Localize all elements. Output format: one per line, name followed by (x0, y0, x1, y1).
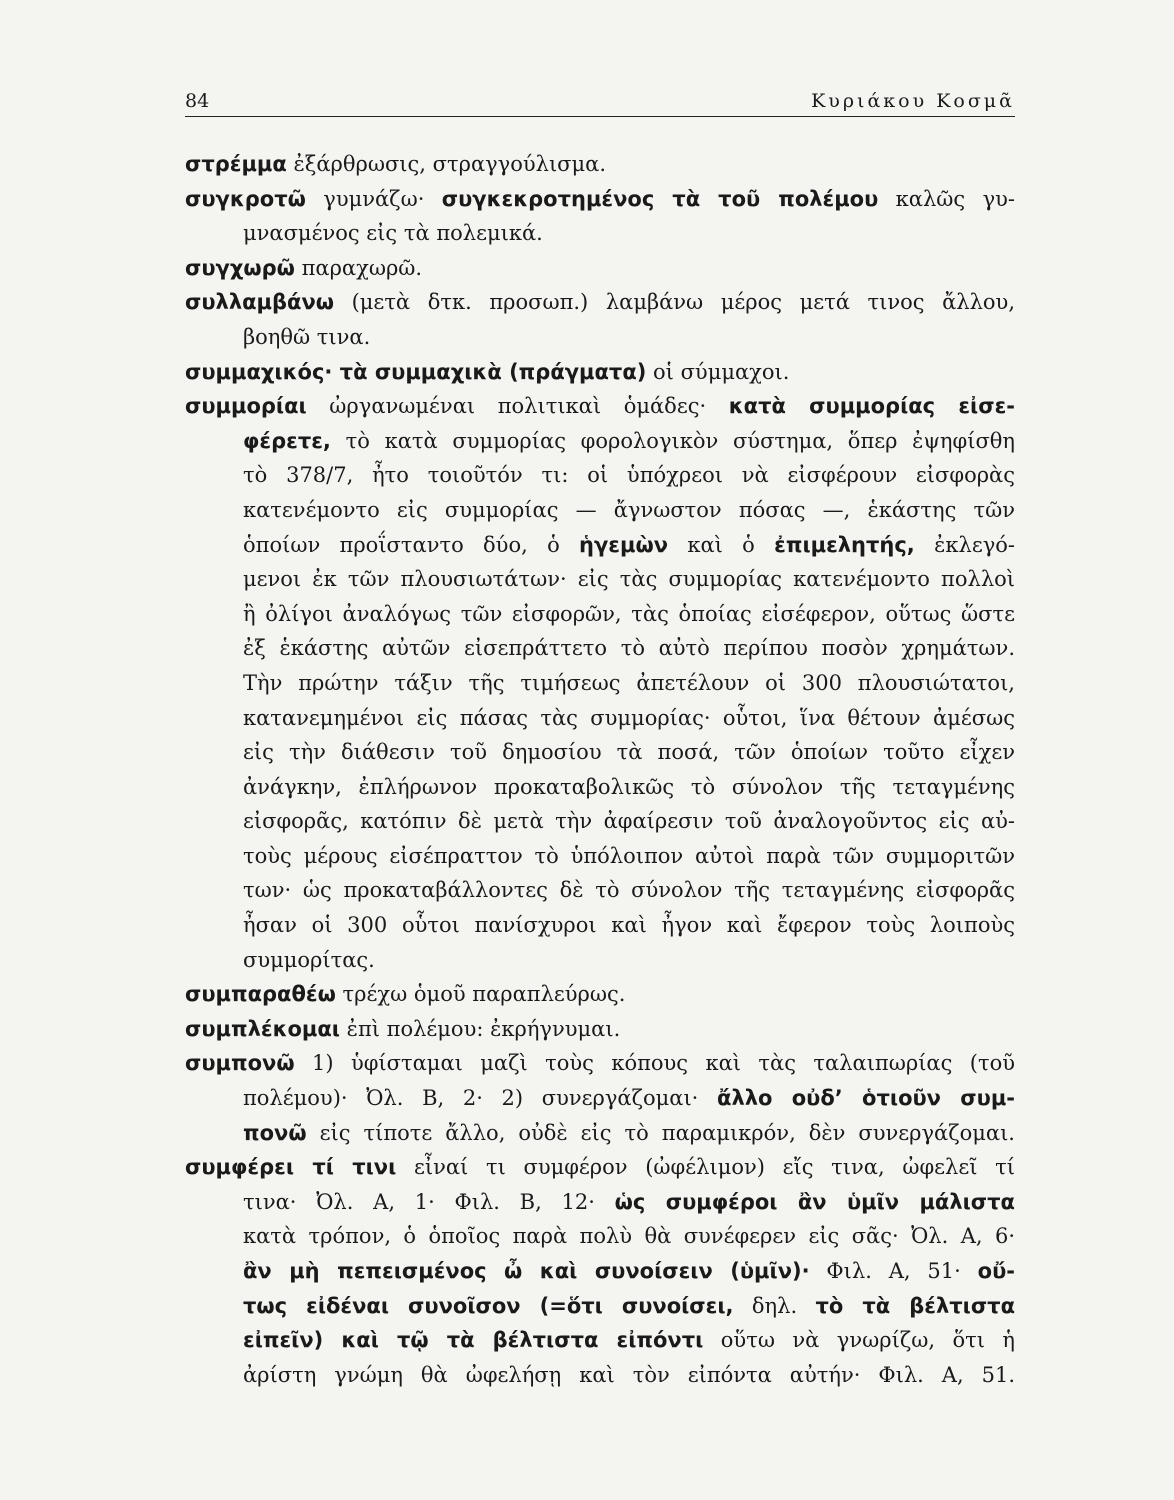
running-header (185, 86, 1015, 117)
text-line (185, 908, 1015, 943)
text-run: μνασμένος εἰς τὰ πολεμικά. (243, 221, 543, 246)
text-run: ἢ ὀλίγοι ἀναλόγως τῶν εἰσφορῶν, τὰς ὁποίας εἰσέφερον, οὕτως ὥστε (243, 601, 1015, 626)
text-line (185, 1254, 1015, 1289)
text-line (185, 216, 1015, 251)
text-run: τρέχω ὁμοῦ παραπλεύρως. (335, 982, 626, 1007)
headword: συμπαραθέω (185, 982, 336, 1007)
headword: πονῶ (243, 1120, 307, 1145)
text-line (185, 977, 1015, 1012)
text-line (185, 147, 1015, 182)
text-line (185, 770, 1015, 805)
text-line (185, 320, 1015, 355)
text-run: κατενέμοντο εἰς συμμορίας — ἄγνωστον πόσας —, ἑκάστης τῶν (243, 497, 1015, 522)
text-run: εἶναί τι συμφέρον (ὠφέλιμον) εἴς τινα, ὠφελεῖ τί (396, 1155, 1015, 1180)
text-run: καλῶς γυ- (878, 186, 1015, 211)
text-run: (μετὰ δτκ. προσωπ.) λαμβάνω μέρος μετά τινος ἄλλου, (334, 290, 1015, 315)
headword: συγκεκροτημένος τὰ τοῦ πολέμου (441, 186, 879, 211)
text-line (185, 1116, 1015, 1151)
text-run: ὠργανωμέναι πολιτικαὶ ὁμάδες· (306, 394, 729, 419)
headword: συλλαμβάνω (185, 290, 335, 315)
headword: συμπλέκομαι (185, 1016, 340, 1041)
text-line (185, 1046, 1015, 1081)
text-line (185, 528, 1015, 563)
text-line (185, 701, 1015, 736)
headword: συμμορίαι (185, 394, 307, 419)
text-line (185, 873, 1015, 908)
headword: κατὰ συμμορίας εἰσε- (728, 394, 1016, 419)
text-run: μενοι ἐκ τῶν πλουσιωτάτων· εἰς τὰς συμμορίας κατενέμοντο πολλοὶ (243, 567, 1015, 592)
text-run: ἦσαν οἱ 300 οὗτοι πανίσχυροι καὶ ἦγον καὶ ἔφερον τοὺς λοιποὺς (243, 913, 1015, 938)
text-run: ἐξάρθρωσις, στραγγούλισμα. (286, 152, 607, 176)
text-line (185, 839, 1015, 874)
text-run: ἐκλεγό- (914, 532, 1015, 557)
text-run: τοὺς μέρους εἰσέπραττον τὸ ὑπόλοιπον αὐτοὶ παρὰ τῶν συμμοριτῶν (243, 843, 1015, 868)
headword: συμπονῶ (185, 1051, 295, 1076)
text-line (185, 1012, 1015, 1047)
text-line (185, 493, 1015, 528)
text-line (185, 458, 1015, 493)
text-run: Τὴν πρώτην τάξιν τῆς τιμήσεως ἀπετέλουν οἱ 300 πλουσιώτατοι, (243, 670, 1015, 695)
text-run: κατανεμημένοι εἰς πάσας τὰς συμμορίας· οὗτοι, ἵνα θέτουν ἀμέσως (243, 705, 1015, 730)
text-run: παραχωρῶ. (294, 255, 423, 280)
headword: φέρετε, (243, 428, 331, 453)
text-line (185, 251, 1015, 286)
text-run: Φιλ. Α, 51· (809, 1259, 978, 1283)
text-run: κατὰ τρόπον, ὁ ὁποῖος παρὰ πολὺ θὰ συνέφερεν εἰς σᾶς· Ὀλ. Α, 6· (243, 1224, 1015, 1249)
headword: στρέμμα (185, 152, 287, 176)
headword: τὸ τὰ βέλτιστα (815, 1293, 1016, 1318)
headword: ἐπιμελητής, (774, 532, 915, 557)
text-run: 1) ὑφίσταμαι μαζὶ τοὺς κόπους καὶ τὰς ταλαιπωρίας (τοῦ (294, 1051, 1015, 1076)
text-line (185, 804, 1015, 839)
headword: ὡς συμφέροι ἂν ὑμῖν μάλιστα (614, 1189, 1015, 1214)
headword: συγκροτῶ (185, 186, 306, 211)
headword: συμμαχικός· τὰ συμμαχικὰ (πράγματα) (185, 359, 647, 384)
text-line (185, 389, 1015, 424)
text-line (185, 1081, 1015, 1116)
text-run: ἀρίστη γνώμη θὰ ὠφελήσῃ καὶ τὸν εἰπόντα αὐτήν· Φιλ. Α, 51. (243, 1362, 1015, 1387)
text-run: εἰς τὴν διάθεσιν τοῦ δημοσίου τὰ ποσά, τῶν ὁποίων τοῦτο εἶχεν (243, 740, 1015, 765)
text-line (185, 597, 1015, 632)
headword: συγχωρῶ (185, 255, 295, 280)
text-line (185, 424, 1015, 459)
text-line (185, 1323, 1015, 1358)
text-line (185, 1289, 1015, 1324)
text-line (185, 355, 1015, 390)
text-line (185, 562, 1015, 597)
text-run: ἀνάγκην, ἐπλήρωνον προκαταβολικῶς τὸ σύνολον τῆς τεταγμένης (243, 774, 1015, 799)
headword: ἄλλο οὐδ’ ὁτιοῦν συμ- (717, 1086, 1015, 1111)
text-run: ἐπὶ πολέμου: ἐκρήγνυμαι. (340, 1016, 621, 1041)
text-run: οἱ σύμμαχοι. (646, 359, 790, 384)
text-line (185, 1150, 1015, 1185)
page-number: 84 (185, 90, 210, 112)
text-run: γυμνάζω· (305, 186, 442, 211)
text-run: εἰσφορᾶς, κατόπιν δὲ μετὰ τὴν ἀφαίρεσιν τοῦ ἀναλογοῦντος εἰς αὐ- (243, 809, 1015, 834)
running-title: Κυριάκου Κοσμᾶ (811, 90, 1015, 112)
text-line (185, 182, 1015, 217)
text-line (185, 1219, 1015, 1254)
headword: τως εἰδέναι συνοῖσον (=ὅτι συνοίσει, (243, 1293, 734, 1318)
text-run: καὶ ὁ (668, 532, 775, 557)
headword: οὔ- (977, 1259, 1015, 1283)
headword: συμφέρει τί τινι (185, 1155, 397, 1180)
text-run: ἐξ ἑκάστης αὐτῶν εἰσεπράττετο τὸ αὐτὸ περίπου ποσὸν χρημάτων. (243, 636, 1015, 661)
text-line (185, 1185, 1015, 1220)
text-run: τινα· Ὀλ. Α, 1· Φιλ. Β, 12· (243, 1189, 615, 1214)
text-line (185, 285, 1015, 320)
headword: ἂν μὴ πεπεισμένος ὦ καὶ συνοίσειν (ὑμῖν)· (243, 1259, 810, 1283)
text-run: οὕτω νὰ γνωρίζω, ὅτι ἡ (703, 1328, 1015, 1353)
dictionary-text (185, 147, 1015, 1392)
text-run: εἰς τίποτε ἄλλο, οὐδὲ εἰς τὸ παραμικρόν, δὲν συνεργάζομαι. (306, 1120, 1015, 1145)
text-run: τὸ κατὰ συμμορίας φορολογικὸν σύστημα, ὅπερ ἐψηφίσθη (330, 428, 1015, 453)
text-line (185, 735, 1015, 770)
text-line (185, 631, 1015, 666)
text-run: βοηθῶ τινα. (243, 324, 371, 349)
text-run: πολέμου)· Ὀλ. Β, 2· 2) συνεργάζομαι· (243, 1086, 718, 1111)
text-line (185, 1358, 1015, 1393)
text-run: συμμορίτας. (243, 947, 375, 972)
text-run: δηλ. (733, 1293, 816, 1318)
text-run: τὸ 378/7, ἦτο τοιοῦτόν τι: οἱ ὑπόχρεοι νὰ εἰσφέρουν εἰσφορὰς (243, 463, 1015, 488)
text-line (185, 666, 1015, 701)
headword: εἰπεῖν) καὶ τῷ τὰ βέλτιστα εἰπόντι (243, 1328, 704, 1353)
text-run: των· ὡς προκαταβάλλοντες δὲ τὸ σύνολον τῆς τεταγμένης εἰσφορᾶς (243, 878, 1015, 903)
text-line (185, 943, 1015, 978)
headword: ἡγεμὼν (579, 532, 668, 557)
text-run: ὁποίων προΐσταντο δύο, ὁ (243, 532, 580, 557)
